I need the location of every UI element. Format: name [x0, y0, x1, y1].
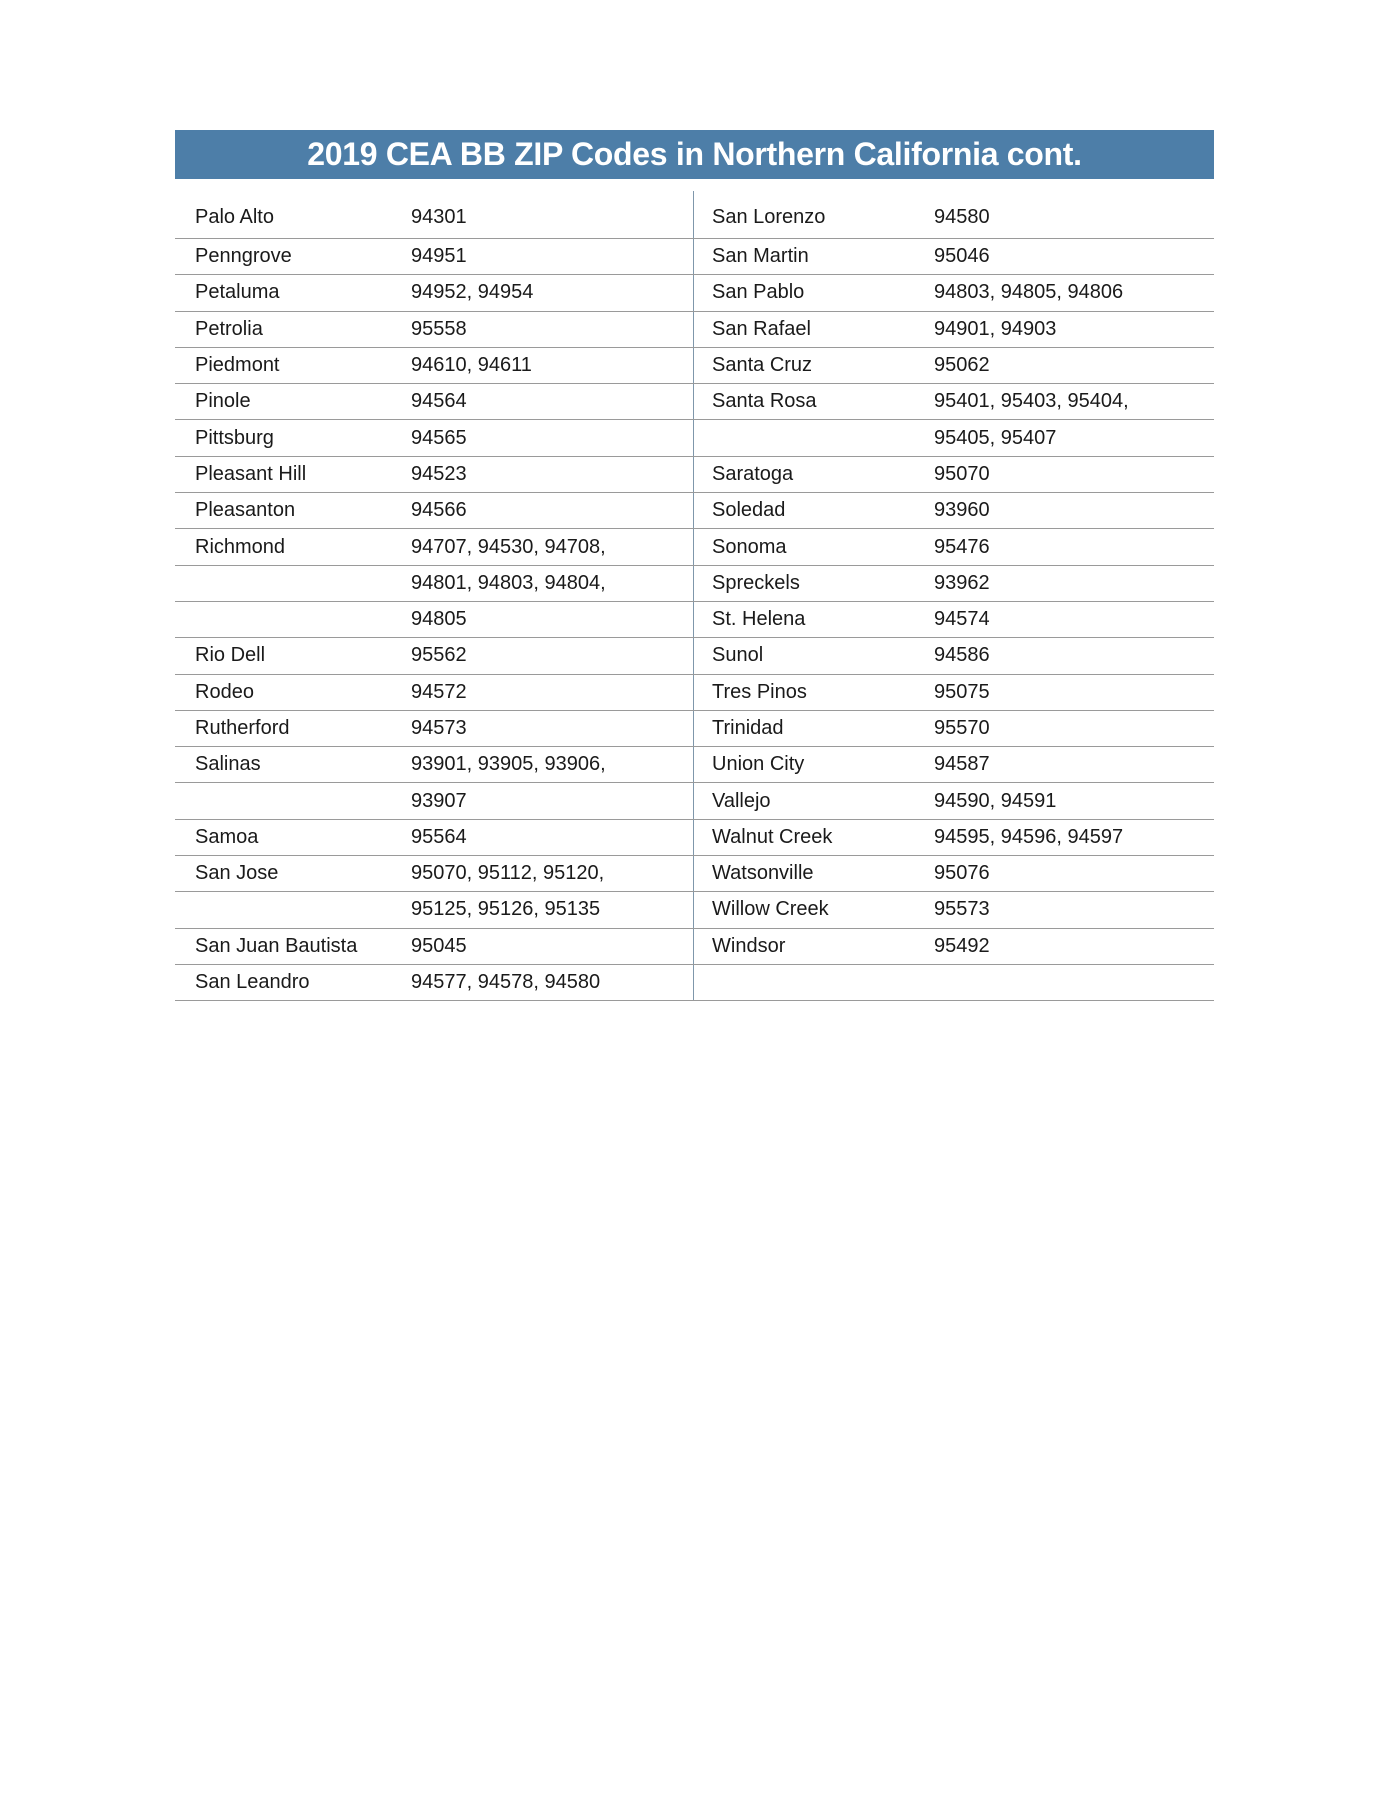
table-row	[175, 601, 1214, 637]
city-cell: Rutherford	[175, 710, 411, 746]
zip-cell: 94952, 94954	[411, 275, 694, 311]
table-title: 2019 CEA BB ZIP Codes in Northern California cont.	[175, 130, 1214, 179]
city-cell: San Juan Bautista	[175, 928, 411, 964]
zip-cell: 95401, 95403, 95404,	[934, 384, 1214, 420]
city-cell: Windsor	[694, 928, 935, 964]
zip-cell: 94805	[411, 601, 694, 637]
table-row	[175, 347, 1214, 383]
zip-cell: 94707, 94530, 94708,	[411, 529, 694, 565]
zip-cell: 94587	[934, 747, 1214, 783]
table-row	[175, 493, 1214, 529]
zip-cell: 95492	[934, 928, 1214, 964]
table-row	[175, 892, 1214, 928]
table-row	[175, 456, 1214, 492]
city-cell	[694, 964, 935, 1000]
city-cell: Tres Pinos	[694, 674, 935, 710]
zip-cell: 94801, 94803, 94804,	[411, 565, 694, 601]
zip-cell: 93962	[934, 565, 1214, 601]
city-cell: Petrolia	[175, 311, 411, 347]
zip-cell: 94803, 94805, 94806	[934, 275, 1214, 311]
table-row	[175, 638, 1214, 674]
zip-code-table	[175, 191, 1214, 1001]
city-cell: Sonoma	[694, 529, 935, 565]
city-cell: Penngrove	[175, 239, 411, 275]
city-cell: Spreckels	[694, 565, 935, 601]
city-cell: Willow Creek	[694, 892, 935, 928]
zip-cell: 95562	[411, 638, 694, 674]
zip-cell: 94573	[411, 710, 694, 746]
table-row	[175, 710, 1214, 746]
city-cell: Saratoga	[694, 456, 935, 492]
zip-cell: 95125, 95126, 95135	[411, 892, 694, 928]
city-cell: San Pablo	[694, 275, 935, 311]
zip-cell: 95076	[934, 856, 1214, 892]
table-row	[175, 311, 1214, 347]
zip-cell: 95045	[411, 928, 694, 964]
table-row	[175, 747, 1214, 783]
city-cell: Watsonville	[694, 856, 935, 892]
city-cell: Piedmont	[175, 347, 411, 383]
city-cell: Santa Cruz	[694, 347, 935, 383]
city-cell: Salinas	[175, 747, 411, 783]
zip-cell: 95570	[934, 710, 1214, 746]
city-cell: San Martin	[694, 239, 935, 275]
city-cell	[175, 601, 411, 637]
table-row	[175, 529, 1214, 565]
zip-cell: 94572	[411, 674, 694, 710]
table-row	[175, 783, 1214, 819]
zip-cell: 95558	[411, 311, 694, 347]
city-cell: Pittsburg	[175, 420, 411, 456]
city-cell	[175, 783, 411, 819]
zip-cell: 94523	[411, 456, 694, 492]
zip-cell: 95062	[934, 347, 1214, 383]
city-cell: Rodeo	[175, 674, 411, 710]
zip-cell: 95046	[934, 239, 1214, 275]
city-cell: San Jose	[175, 856, 411, 892]
city-cell	[175, 565, 411, 601]
table-row	[175, 275, 1214, 311]
zip-cell: 94574	[934, 601, 1214, 637]
zip-cell: 94951	[411, 239, 694, 275]
table-row	[175, 674, 1214, 710]
city-cell: Pleasanton	[175, 493, 411, 529]
zip-cell: 94577, 94578, 94580	[411, 964, 694, 1000]
zip-cell: 94565	[411, 420, 694, 456]
zip-cell: 94590, 94591	[934, 783, 1214, 819]
city-cell: Trinidad	[694, 710, 935, 746]
zip-cell: 95564	[411, 819, 694, 855]
city-cell: San Lorenzo	[694, 191, 935, 239]
table-row	[175, 928, 1214, 964]
table-row	[175, 420, 1214, 456]
zip-cell: 94586	[934, 638, 1214, 674]
city-cell: Richmond	[175, 529, 411, 565]
table-row	[175, 819, 1214, 855]
table-row	[175, 964, 1214, 1000]
zip-cell: 94595, 94596, 94597	[934, 819, 1214, 855]
city-cell: San Leandro	[175, 964, 411, 1000]
zip-cell: 94580	[934, 191, 1214, 239]
zip-cell: 95476	[934, 529, 1214, 565]
city-cell	[175, 892, 411, 928]
city-cell: Sunol	[694, 638, 935, 674]
city-cell: Samoa	[175, 819, 411, 855]
zip-cell: 94901, 94903	[934, 311, 1214, 347]
zip-cell: 95075	[934, 674, 1214, 710]
city-cell: San Rafael	[694, 311, 935, 347]
city-cell: Pinole	[175, 384, 411, 420]
zip-cell: 93907	[411, 783, 694, 819]
city-cell: Palo Alto	[175, 191, 411, 239]
zip-cell: 93901, 93905, 93906,	[411, 747, 694, 783]
zip-cell: 95070, 95112, 95120,	[411, 856, 694, 892]
city-cell: Walnut Creek	[694, 819, 935, 855]
table-row	[175, 856, 1214, 892]
zip-cell: 93960	[934, 493, 1214, 529]
city-cell: Santa Rosa	[694, 384, 935, 420]
zip-cell: 94564	[411, 384, 694, 420]
zip-cell	[934, 964, 1214, 1000]
zip-cell: 94301	[411, 191, 694, 239]
zip-cell: 94566	[411, 493, 694, 529]
zip-cell: 94610, 94611	[411, 347, 694, 383]
city-cell: Petaluma	[175, 275, 411, 311]
city-cell: Pleasant Hill	[175, 456, 411, 492]
table-row	[175, 239, 1214, 275]
table-row	[175, 565, 1214, 601]
zip-cell: 95573	[934, 892, 1214, 928]
city-cell: Union City	[694, 747, 935, 783]
city-cell: Soledad	[694, 493, 935, 529]
zip-cell: 95405, 95407	[934, 420, 1214, 456]
zip-cell: 95070	[934, 456, 1214, 492]
city-cell: St. Helena	[694, 601, 935, 637]
city-cell: Vallejo	[694, 783, 935, 819]
city-cell: Rio Dell	[175, 638, 411, 674]
table-row	[175, 191, 1214, 239]
city-cell	[694, 420, 935, 456]
table-row	[175, 384, 1214, 420]
